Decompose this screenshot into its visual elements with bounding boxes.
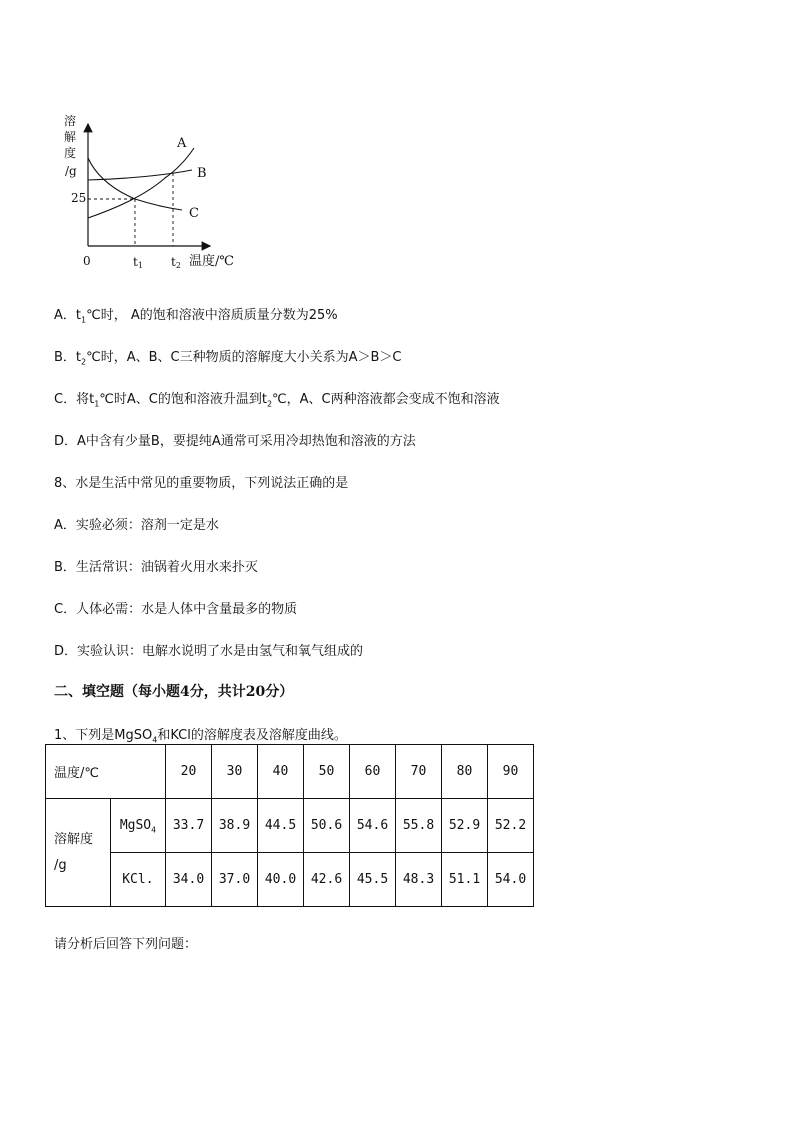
mgso4-value: 38.9 bbox=[212, 799, 258, 853]
option-7b: B．$t_2℃$时，A、B、C三种物质的溶解度大小关系为A＞B＞C bbox=[54, 350, 402, 367]
y-label-2: 解 bbox=[64, 130, 77, 144]
temp-cell: 70 bbox=[396, 745, 442, 799]
temp-header: 温度/℃ bbox=[46, 745, 166, 799]
t2-label: t2 bbox=[171, 255, 181, 270]
question-8-stem: 8、水是生活中常见的重要物质，下列说法正确的是 bbox=[54, 476, 349, 491]
table-row-kcl bbox=[46, 853, 534, 907]
x-label: 温度/℃ bbox=[189, 254, 234, 269]
kcl-value: 42.6 bbox=[304, 853, 350, 907]
option-8d: D．实验认识：电解水说明了水是由氢气和氧气组成的 bbox=[54, 644, 364, 659]
solubility-graph bbox=[60, 112, 260, 272]
option-8a: A．实验必须：溶剂一定是水 bbox=[54, 518, 219, 533]
mgso4-value: 54.6 bbox=[350, 799, 396, 853]
curve-c bbox=[88, 158, 182, 210]
solubility-table bbox=[45, 744, 534, 907]
solubility-label: 溶解度 /g bbox=[46, 799, 111, 907]
kcl-label: KCl. bbox=[110, 853, 165, 907]
y-tick-25: 25 bbox=[71, 191, 87, 205]
temp-cell: 30 bbox=[212, 745, 258, 799]
option-8b: B．生活常识：油锅着火用水来扑灭 bbox=[54, 560, 258, 575]
y-label-1: 溶 bbox=[64, 114, 77, 128]
y-label-4: /g bbox=[65, 164, 77, 178]
mgso4-value: 50.6 bbox=[304, 799, 350, 853]
table-row-mgso4 bbox=[46, 799, 534, 853]
mgso4-value: 44.5 bbox=[258, 799, 304, 853]
temp-cell: 20 bbox=[166, 745, 212, 799]
kcl-value: 37.0 bbox=[212, 853, 258, 907]
curve-label-b: B bbox=[197, 166, 207, 181]
kcl-value: 40.0 bbox=[258, 853, 304, 907]
option-7a: A．$t_1℃$时， A的饱和溶液中溶质质量分数为25% bbox=[54, 308, 338, 325]
kcl-value: 54.0 bbox=[488, 853, 534, 907]
kcl-value: 45.5 bbox=[350, 853, 396, 907]
t1-label: t1 bbox=[133, 255, 143, 270]
temp-cell: 80 bbox=[442, 745, 488, 799]
closing-text: 请分析后回答下列问题： bbox=[54, 937, 198, 952]
curve-label-a: A bbox=[177, 136, 187, 151]
mgso4-value: 55.8 bbox=[396, 799, 442, 853]
kcl-value: 34.0 bbox=[166, 853, 212, 907]
option-8c: C．人体必需：水是人体中含量最多的物质 bbox=[54, 602, 298, 617]
curve-a bbox=[88, 148, 194, 218]
option-7c: C．将$t_1℃$时A、C的饱和溶液升温到$t_2℃$，A、C两种溶液都会变成不饱和溶液 bbox=[54, 392, 500, 409]
y-label-3: 度 bbox=[64, 146, 77, 160]
mgso4-value: 52.2 bbox=[488, 799, 534, 853]
kcl-value: 51.1 bbox=[442, 853, 488, 907]
question-1-stem: 1、下列是MgSO$_4$和KCl的溶解度表及溶解度曲线。 bbox=[54, 728, 347, 745]
curve-label-c: C bbox=[189, 206, 199, 221]
mgso4-value: 33.7 bbox=[166, 799, 212, 853]
origin-label: 0 bbox=[83, 254, 91, 268]
section-2-heading: 二、填空题（每小题4分，共计20分） bbox=[54, 684, 294, 700]
temp-cell: 90 bbox=[488, 745, 534, 799]
temp-cell: 50 bbox=[304, 745, 350, 799]
temp-cell: 60 bbox=[350, 745, 396, 799]
kcl-value: 48.3 bbox=[396, 853, 442, 907]
option-7d: D．A中含有少量B，要提纯A通常可采用冷却热饱和溶液的方法 bbox=[54, 434, 416, 449]
mgso4-value: 52.9 bbox=[442, 799, 488, 853]
table-row-temps bbox=[46, 745, 534, 799]
curve-b bbox=[88, 170, 192, 180]
mgso4-label: MgSO$_4$ bbox=[110, 799, 165, 853]
temp-cell: 40 bbox=[258, 745, 304, 799]
